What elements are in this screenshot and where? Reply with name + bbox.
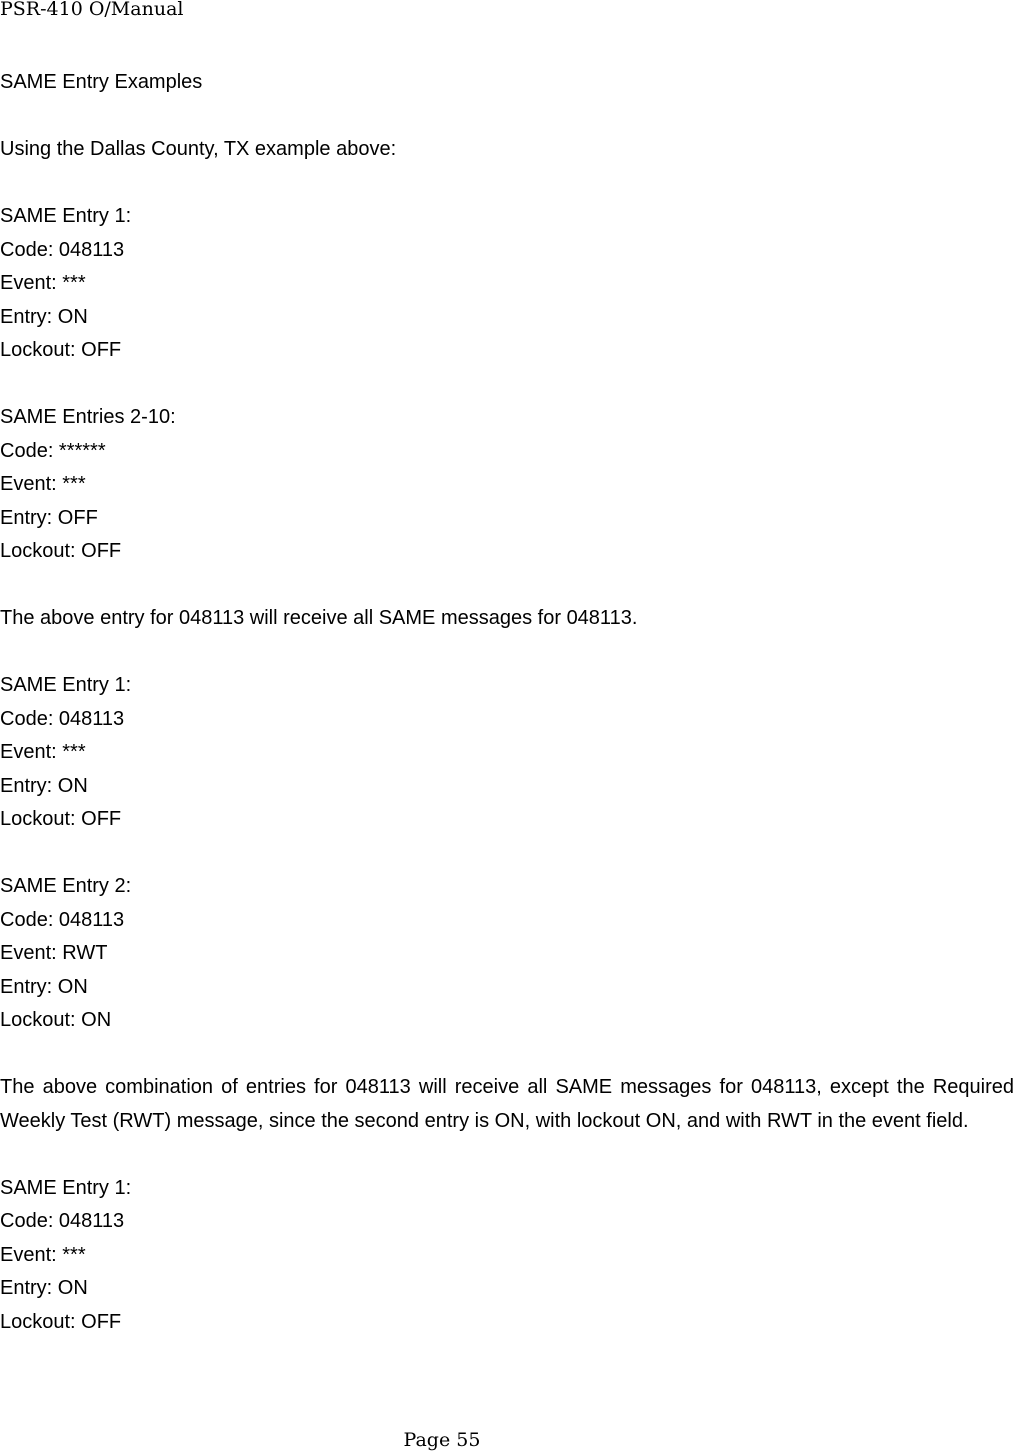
entry-lockout: Lockout: ON [0, 1009, 112, 1031]
entry-lockout: Lockout: OFF [0, 339, 122, 361]
entry-code: Code: 048113 [0, 908, 125, 931]
page-header: PSR-410 O/Manual [0, 0, 184, 20]
entry-status: Entry: ON [0, 975, 88, 998]
spacer [0, 1138, 1014, 1172]
entry-code: Code: 048113 [0, 1210, 125, 1232]
entry-lockout: Lockout: OFF [0, 1310, 122, 1333]
page-number: Page 55 [403, 1429, 481, 1451]
spacer [0, 1038, 1014, 1072]
entry-event: Event: *** [0, 741, 86, 763]
intro-text: Using the Dallas County, TX example above: [0, 138, 397, 160]
spacer [0, 569, 1014, 603]
entry-lockout: Lockout: OFF [0, 808, 122, 830]
entry-code: Code: ****** [0, 439, 106, 462]
example2-entry2-block [0, 870, 1014, 1038]
page-content [0, 66, 1014, 1339]
entry-status: Entry: ON [0, 774, 88, 797]
entry-status: Entry: OFF [0, 506, 98, 529]
entry-lockout: Lockout: OFF [0, 540, 122, 562]
entry-code: Code: 048113 [0, 707, 125, 730]
entry-event: Event: RWT [0, 942, 108, 964]
section-title: SAME Entry Examples [0, 71, 203, 93]
entry-heading: SAME Entry 2: [0, 875, 132, 897]
spacer [0, 368, 1014, 402]
example2-entry1-block [0, 669, 1014, 837]
spacer [0, 837, 1014, 871]
example1-entry-block [0, 200, 1014, 368]
entry-heading: SAME Entries 2-10: [0, 406, 176, 428]
example3-entry1-block [0, 1172, 1014, 1340]
entry-event: Event: *** [0, 473, 86, 495]
entry-code: Code: 048113 [0, 238, 125, 261]
entry-heading: SAME Entry 1: [0, 205, 132, 227]
entry-heading: SAME Entry 1: [0, 674, 132, 696]
example1-note: The above entry for 048113 will receive all SAME messages for 048113. [0, 607, 638, 629]
entry-status: Entry: ON [0, 305, 88, 328]
example1-entries-block [0, 401, 1014, 569]
spacer [0, 167, 1014, 201]
entry-event: Event: *** [0, 1243, 86, 1266]
example2-note: The above combination of entries for 048113 will receive all SAME messages for 048113, except the Required Weekly Test (RWT) message, since the second entry is ON, with lockout ON, and with RWT in the event field. [0, 1076, 1014, 1132]
entry-status: Entry: ON [0, 1277, 88, 1299]
entry-heading: SAME Entry 1: [0, 1176, 132, 1199]
spacer [0, 100, 1014, 134]
spacer [0, 636, 1014, 670]
entry-event: Event: *** [0, 272, 86, 294]
